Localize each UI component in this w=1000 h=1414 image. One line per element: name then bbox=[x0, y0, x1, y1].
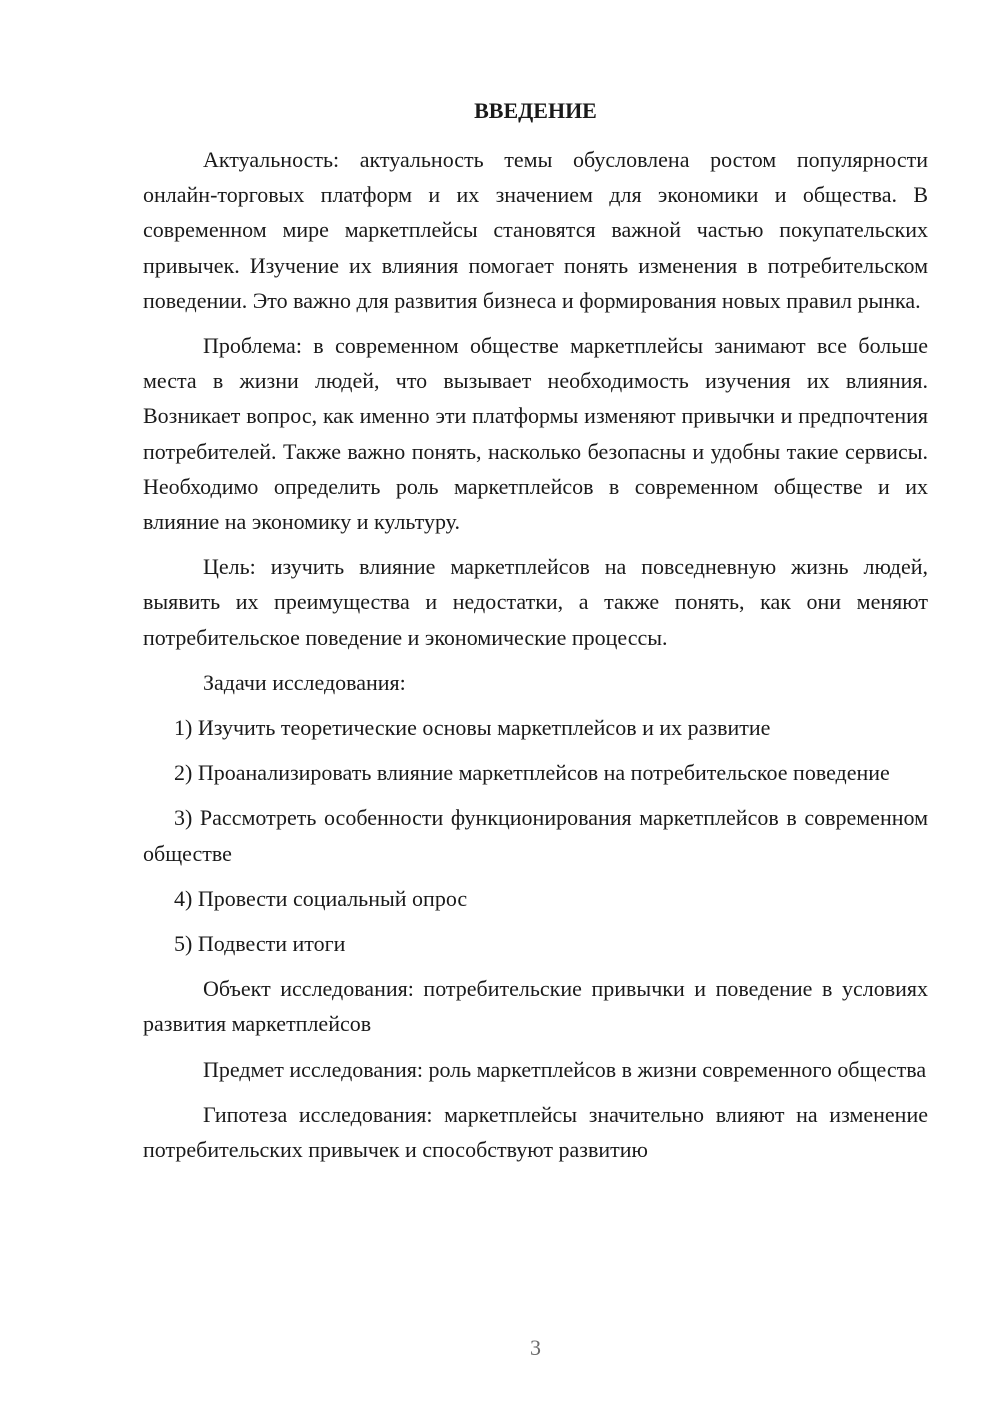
task-item-4: 4) Провести социальный опрос bbox=[174, 885, 468, 911]
document-body bbox=[143, 142, 928, 1177]
paragraph-relevance: Актуальность: актуальность темы обусловлена ростом популярности онлайн-торговых платформ и их значением для экономики и общества. В современном мире маркетплейсы становятся важной частью покупательских привычек. Изучение их влияния помогает понять изменения в потребительском поведении. Это важно для развития бизнеса и формирования новых правил рынка. bbox=[143, 147, 928, 313]
paragraph-subject: Предмет исследования: роль маркетплейсов в жизни современного общества bbox=[203, 1056, 927, 1082]
paragraph-hypothesis: Гипотеза исследования: маркетплейсы значительно влияют на изменение потребительских привычек и способствуют развитию bbox=[143, 1101, 928, 1163]
document-page bbox=[143, 0, 928, 1414]
paragraph-problem: Проблема: в современном обществе маркетплейсы занимают все больше места в жизни людей, что вызывает необходимость изучения их влияния. Возникает вопрос, как именно эти платформы изменяют привычки и предпочтения потребителей. Также важно понять, насколько безопасны и удобны такие сервисы. Необходимо определить роль маркетплейсов в современном обществе и их влияние на экономику и культуру. bbox=[143, 333, 928, 535]
task-item-2: 2) Проанализировать влияние маркетплейсов на потребительское поведение bbox=[174, 760, 890, 786]
task-item-5: 5) Подвести итоги bbox=[174, 931, 346, 957]
task-item-1: 1) Изучить теоретические основы маркетплейсов и их развитие bbox=[174, 715, 771, 741]
paragraph-tasks-title: Задачи исследования: bbox=[203, 669, 406, 695]
paragraph-goal: Цель: изучить влияние маркетплейсов на повседневную жизнь людей, выявить их преимущества и недостатки, а также понять, как они меняют потребительское поведение и экономические процессы. bbox=[143, 554, 928, 650]
task-item-3: 3) Рассмотреть особенности функционирования маркетплейсов в современном обществе bbox=[143, 805, 928, 866]
paragraph-object: Объект исследования: потребительские привычки и поведение в условиях развития маркетплейсов bbox=[143, 976, 928, 1037]
section-heading: ВВЕДЕНИЕ bbox=[474, 98, 597, 123]
page-number: 3 bbox=[530, 1335, 541, 1360]
